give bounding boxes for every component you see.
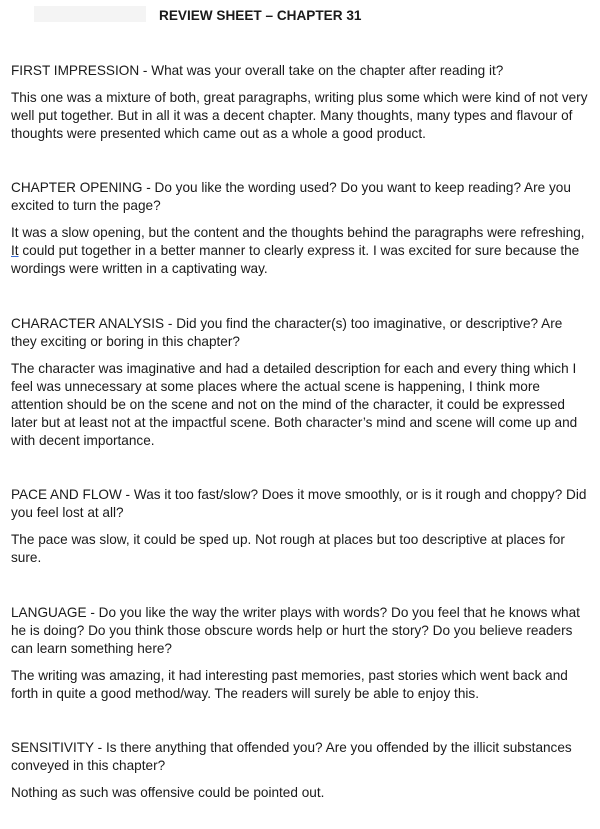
question-chapter-opening: [11, 179, 591, 215]
answer-character-analysis: The character was imaginative and had a detailed description for each and every thing which I feel was unnecessary at some places where the actual scene is happening, I think more attention should be on the scene and not on the mind of the character, it could be expressed later but at least not at the impactful scene. Both character’s mind and scene will come up and with decent importance.: [11, 361, 578, 448]
question-text: Is there anything that offended you? Are you offended by the illicit substances conveyed in this chapter?: [11, 740, 572, 773]
section-heading: CHAPTER OPENING -: [11, 180, 155, 195]
page-title: REVIEW SHEET – CHAPTER 31: [159, 8, 362, 23]
question-text: Do you like the wording used? Do you want to keep reading? Are you excited to turn the page?: [11, 180, 571, 213]
answer-pace-and-flow: The pace was slow, it could be sped up. Not rough at places but too descriptive at places for sure.: [11, 532, 565, 565]
section-chapter-opening: [11, 179, 591, 278]
section-heading: SENSITIVITY -: [11, 740, 106, 755]
question-text: Do you like the way the writer plays with words? Do you feel that he knows what he is doing? Do you think those obscure words help or hurt the story? Do you believe readers can learn something here?: [11, 605, 580, 656]
section-pace-and-flow: [11, 486, 591, 567]
question-character-analysis: [11, 315, 591, 351]
answer-text-part: It was a slow opening, but the content and the thoughts behind the paragraphs were refreshing,: [11, 225, 585, 240]
question-first-impression: [11, 62, 591, 80]
section-language: [11, 604, 591, 703]
answer-first-impression: This one was a mixture of both, great paragraphs, writing plus some which were kind of not very well put together. But in all it was a decent chapter. Many thoughts, many types and flavour of thoughts were presented which came out as a whole a good product.: [11, 90, 588, 141]
section-character-analysis: [11, 315, 591, 450]
answer-sensitivity: Nothing as such was offensive could be pointed out.: [11, 785, 325, 800]
answer-language: The writing was amazing, it had interesting past memories, past stories which went back and forth in quite a good method/way. The readers will surely be able to enjoy this.: [11, 668, 568, 701]
spellcheck-marked-word: It: [11, 243, 19, 258]
section-first-impression: [11, 62, 591, 143]
section-sensitivity: [11, 739, 591, 802]
section-heading: CHARACTER ANALYSIS -: [11, 316, 177, 331]
answer-chapter-opening: [11, 224, 591, 278]
section-heading: LANGUAGE -: [11, 605, 99, 620]
question-sensitivity: [11, 739, 591, 775]
question-text: Was it too fast/slow? Does it move smoothly, or is it rough and choppy? Did you feel lost at all?: [11, 487, 587, 520]
question-text: What was your overall take on the chapter after reading it?: [151, 63, 504, 78]
question-language: [11, 604, 591, 658]
section-heading: PACE AND FLOW -: [11, 487, 134, 502]
answer-text-part: could put together in a better manner to clearly express it. I was excited for sure because the wordings were written in a captivating way.: [11, 243, 580, 276]
question-pace-and-flow: [11, 486, 591, 522]
section-heading: FIRST IMPRESSION -: [11, 63, 152, 78]
question-text: Did you find the character(s) too imaginative, or descriptive? Are they exciting or boring in this chapter?: [11, 316, 563, 349]
redacted-name-block: [34, 6, 146, 22]
